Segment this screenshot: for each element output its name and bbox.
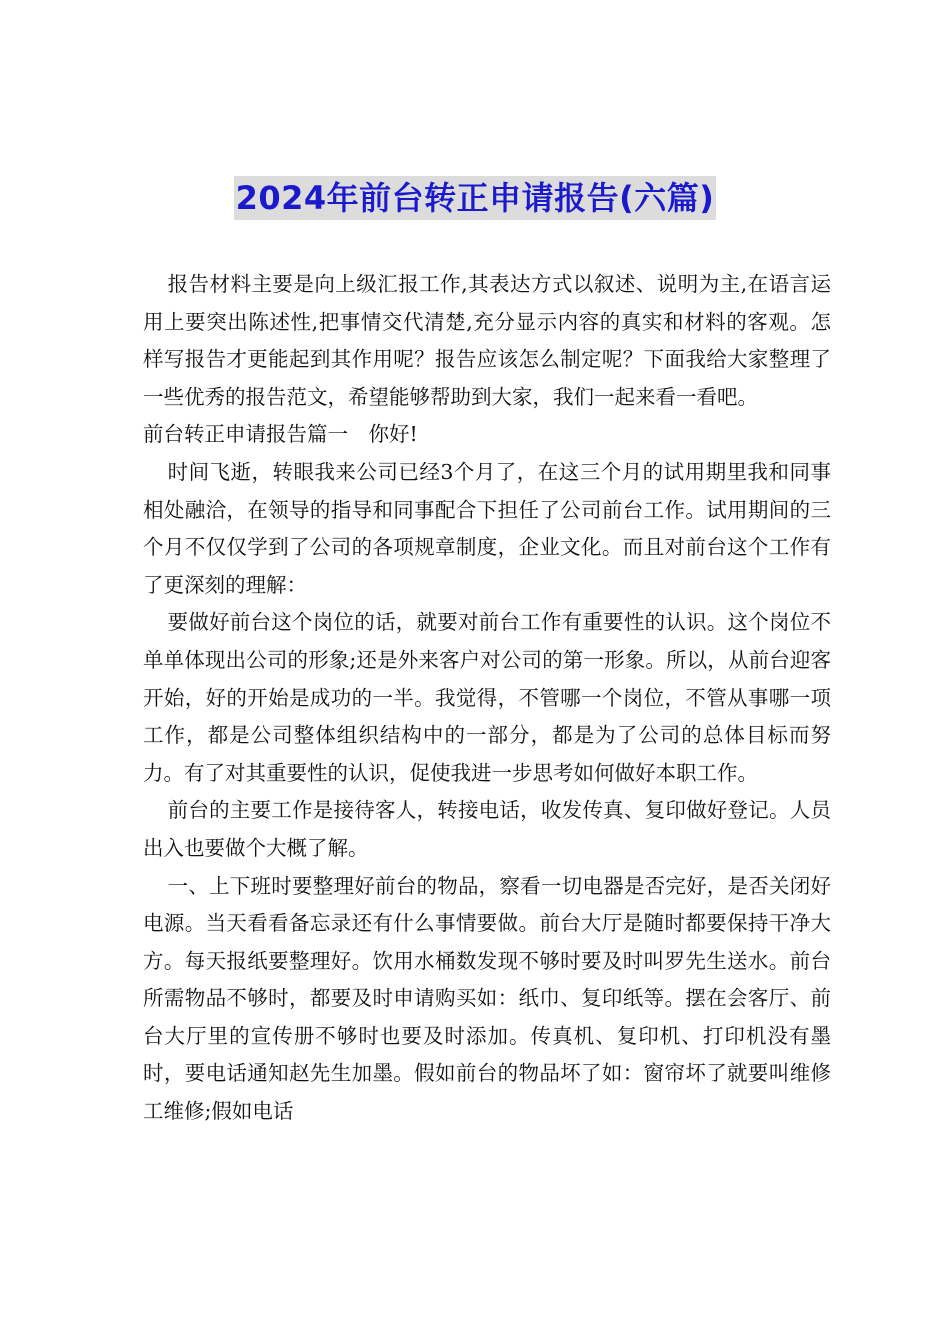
document-title: 2024年前台转正申请报告(六篇) xyxy=(234,176,717,220)
paragraph-importance: 要做好前台这个岗位的话，就要对前台工作有重要性的认识。这个岗位不单单体现出公司的形象;还是外来客户对公司的第一形象。所以，从前台迎客开始，好的开始是成功的一半。我觉得，不管哪一个岗位，不管从事哪一项工作，都是公司整体组织结构中的一部分，都是为了公司的总体目标而努力。有了对其重要性的认识，促使我进一步思考如何做好本职工作。 xyxy=(143,610,831,785)
paragraph-main-duties: 前台的主要工作是接待客人，转接电话，收发传真、复印做好登记。人员出入也要做个大概了解。 xyxy=(143,798,831,860)
paragraph-trial-period: 时间飞逝，转眼我来公司已经3个月了，在这三个月的试用期里我和同事相处融洽，在领导的指导和同事配合下担任了公司前台工作。试用期间的三个月不仅仅学到了公司的各项规章制度，企业文化。而且对前台这个工作有了更深刻的理解： xyxy=(143,459,831,597)
paragraph-item-one: 一、上下班时要整理好前台的物品，察看一切电器是否完好，是否关闭好电源。当天看看备忘录还有什么事情要做。前台大厅是随时都要保持干净大方。每天报纸要整理好。饮用水桶数发现不够时要及时叫罗先生送水。前台所需物品不够时，都要及时申请购买如：纸巾、复印纸等。摆在会客厅、前台大厅里的宣传册不够时也要及时添加。传真机、复印机、打印机没有墨时，要电话通知赵先生加墨。假如前台的物品坏了如：窗帘坏了就要叫维修工维修;假如电话 xyxy=(143,873,831,1124)
paragraph-section-heading: 前台转正申请报告篇一 你好! xyxy=(143,422,418,447)
title-block xyxy=(0,176,950,220)
document-body xyxy=(143,266,831,1131)
paragraph-intro: 报告材料主要是向上级汇报工作,其表达方式以叙述、说明为主,在语言运用上要突出陈述性,把事情交代清楚,充分显示内容的真实和材料的客观。怎样写报告才更能起到其作用呢？报告应该怎么制定呢？下面我给大家整理了一些优秀的报告范文，希望能够帮助到大家，我们一起来看一看吧。 xyxy=(143,272,831,409)
